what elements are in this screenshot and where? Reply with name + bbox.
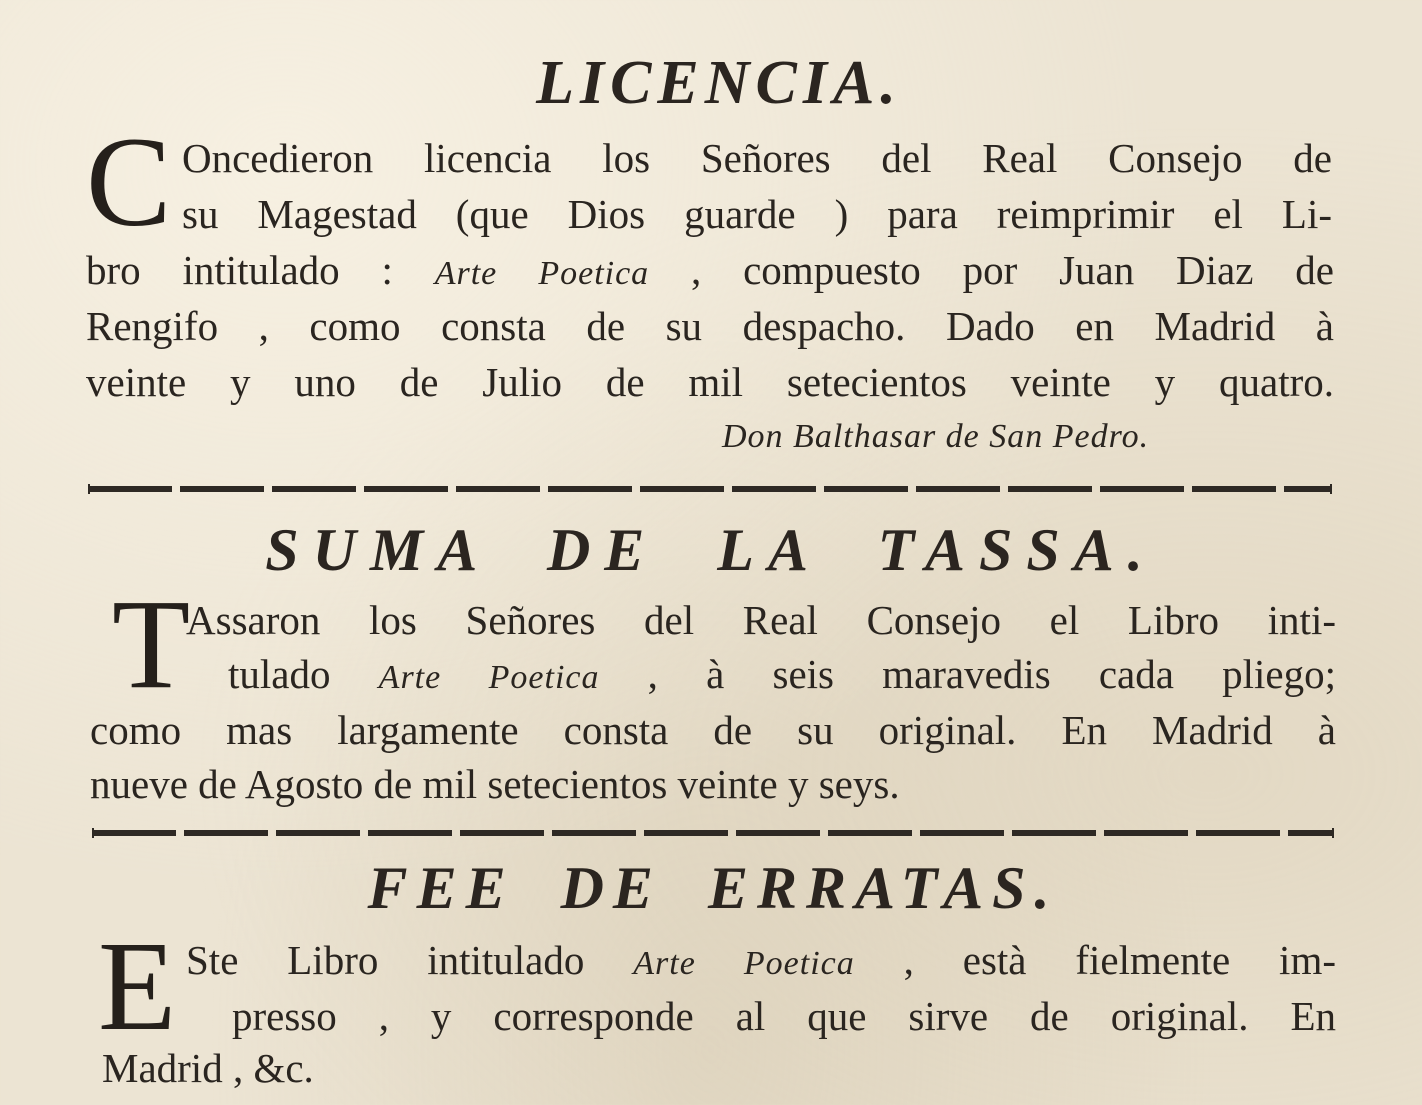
drop-cap-e: E (98, 915, 177, 1057)
book-title-arte-poetica: Arte Poetica (633, 945, 855, 982)
tassa-line-3: como mas largamente consta de su original. En Madrid à (90, 707, 1336, 753)
divider-rule-1 (88, 486, 1332, 492)
drop-cap-c: C (86, 111, 172, 253)
tassa-line-4: nueve de Agosto de mil setecientos veinte y seys. (90, 761, 900, 807)
erratas-line-1-a: Ste Libro intitulado (186, 937, 634, 983)
erratas-line-3: Madrid , &c. (102, 1045, 314, 1091)
drop-cap-t: T (112, 573, 191, 715)
heading-suma-de-la-tassa: SUMA DE LA TASSA. (265, 517, 1157, 583)
tassa-line-1: Assaron los Señores del Real Consejo el Libro inti- (186, 597, 1336, 643)
licencia-line-4: Rengifo , como consta de su despacho. Dado en Madrid à (86, 303, 1334, 349)
erratas-line-2: presso , y corresponde al que sirve de original. En (232, 993, 1336, 1039)
licencia-line-1: Oncedieron licencia los Señores del Real Consejo de (182, 135, 1332, 181)
divider-rule-2 (92, 830, 1334, 836)
book-title-arte-poetica: Arte Poetica (434, 255, 650, 292)
heading-licencia: LICENCIA. (536, 49, 902, 117)
tassa-line-2-b: , à seis maravedis cada pliego; (599, 651, 1336, 697)
licencia-line-5: veinte y uno de Julio de mil setecientos veinte y quatro. (86, 359, 1334, 405)
licencia-line-2: su Magestad (que Dios guarde ) para reimprimir el Li- (182, 191, 1332, 237)
erratas-line-1 (186, 937, 1336, 983)
heading-fee-de-erratas: FEE DE ERRATAS. (367, 855, 1059, 921)
book-title-arte-poetica: Arte Poetica (378, 659, 600, 696)
erratas-line-1-b: , està fielmente im- (854, 937, 1336, 983)
signature-balthasar: Don Balthasar de San Pedro. (722, 418, 1150, 455)
licencia-line-3-b: , compuesto por Juan Diaz de (649, 247, 1334, 293)
tassa-line-2 (228, 651, 1336, 697)
tassa-line-2-a: tulado (228, 651, 379, 697)
licencia-line-3-a: bro intitulado : (86, 247, 435, 293)
licencia-line-3 (86, 247, 1334, 293)
